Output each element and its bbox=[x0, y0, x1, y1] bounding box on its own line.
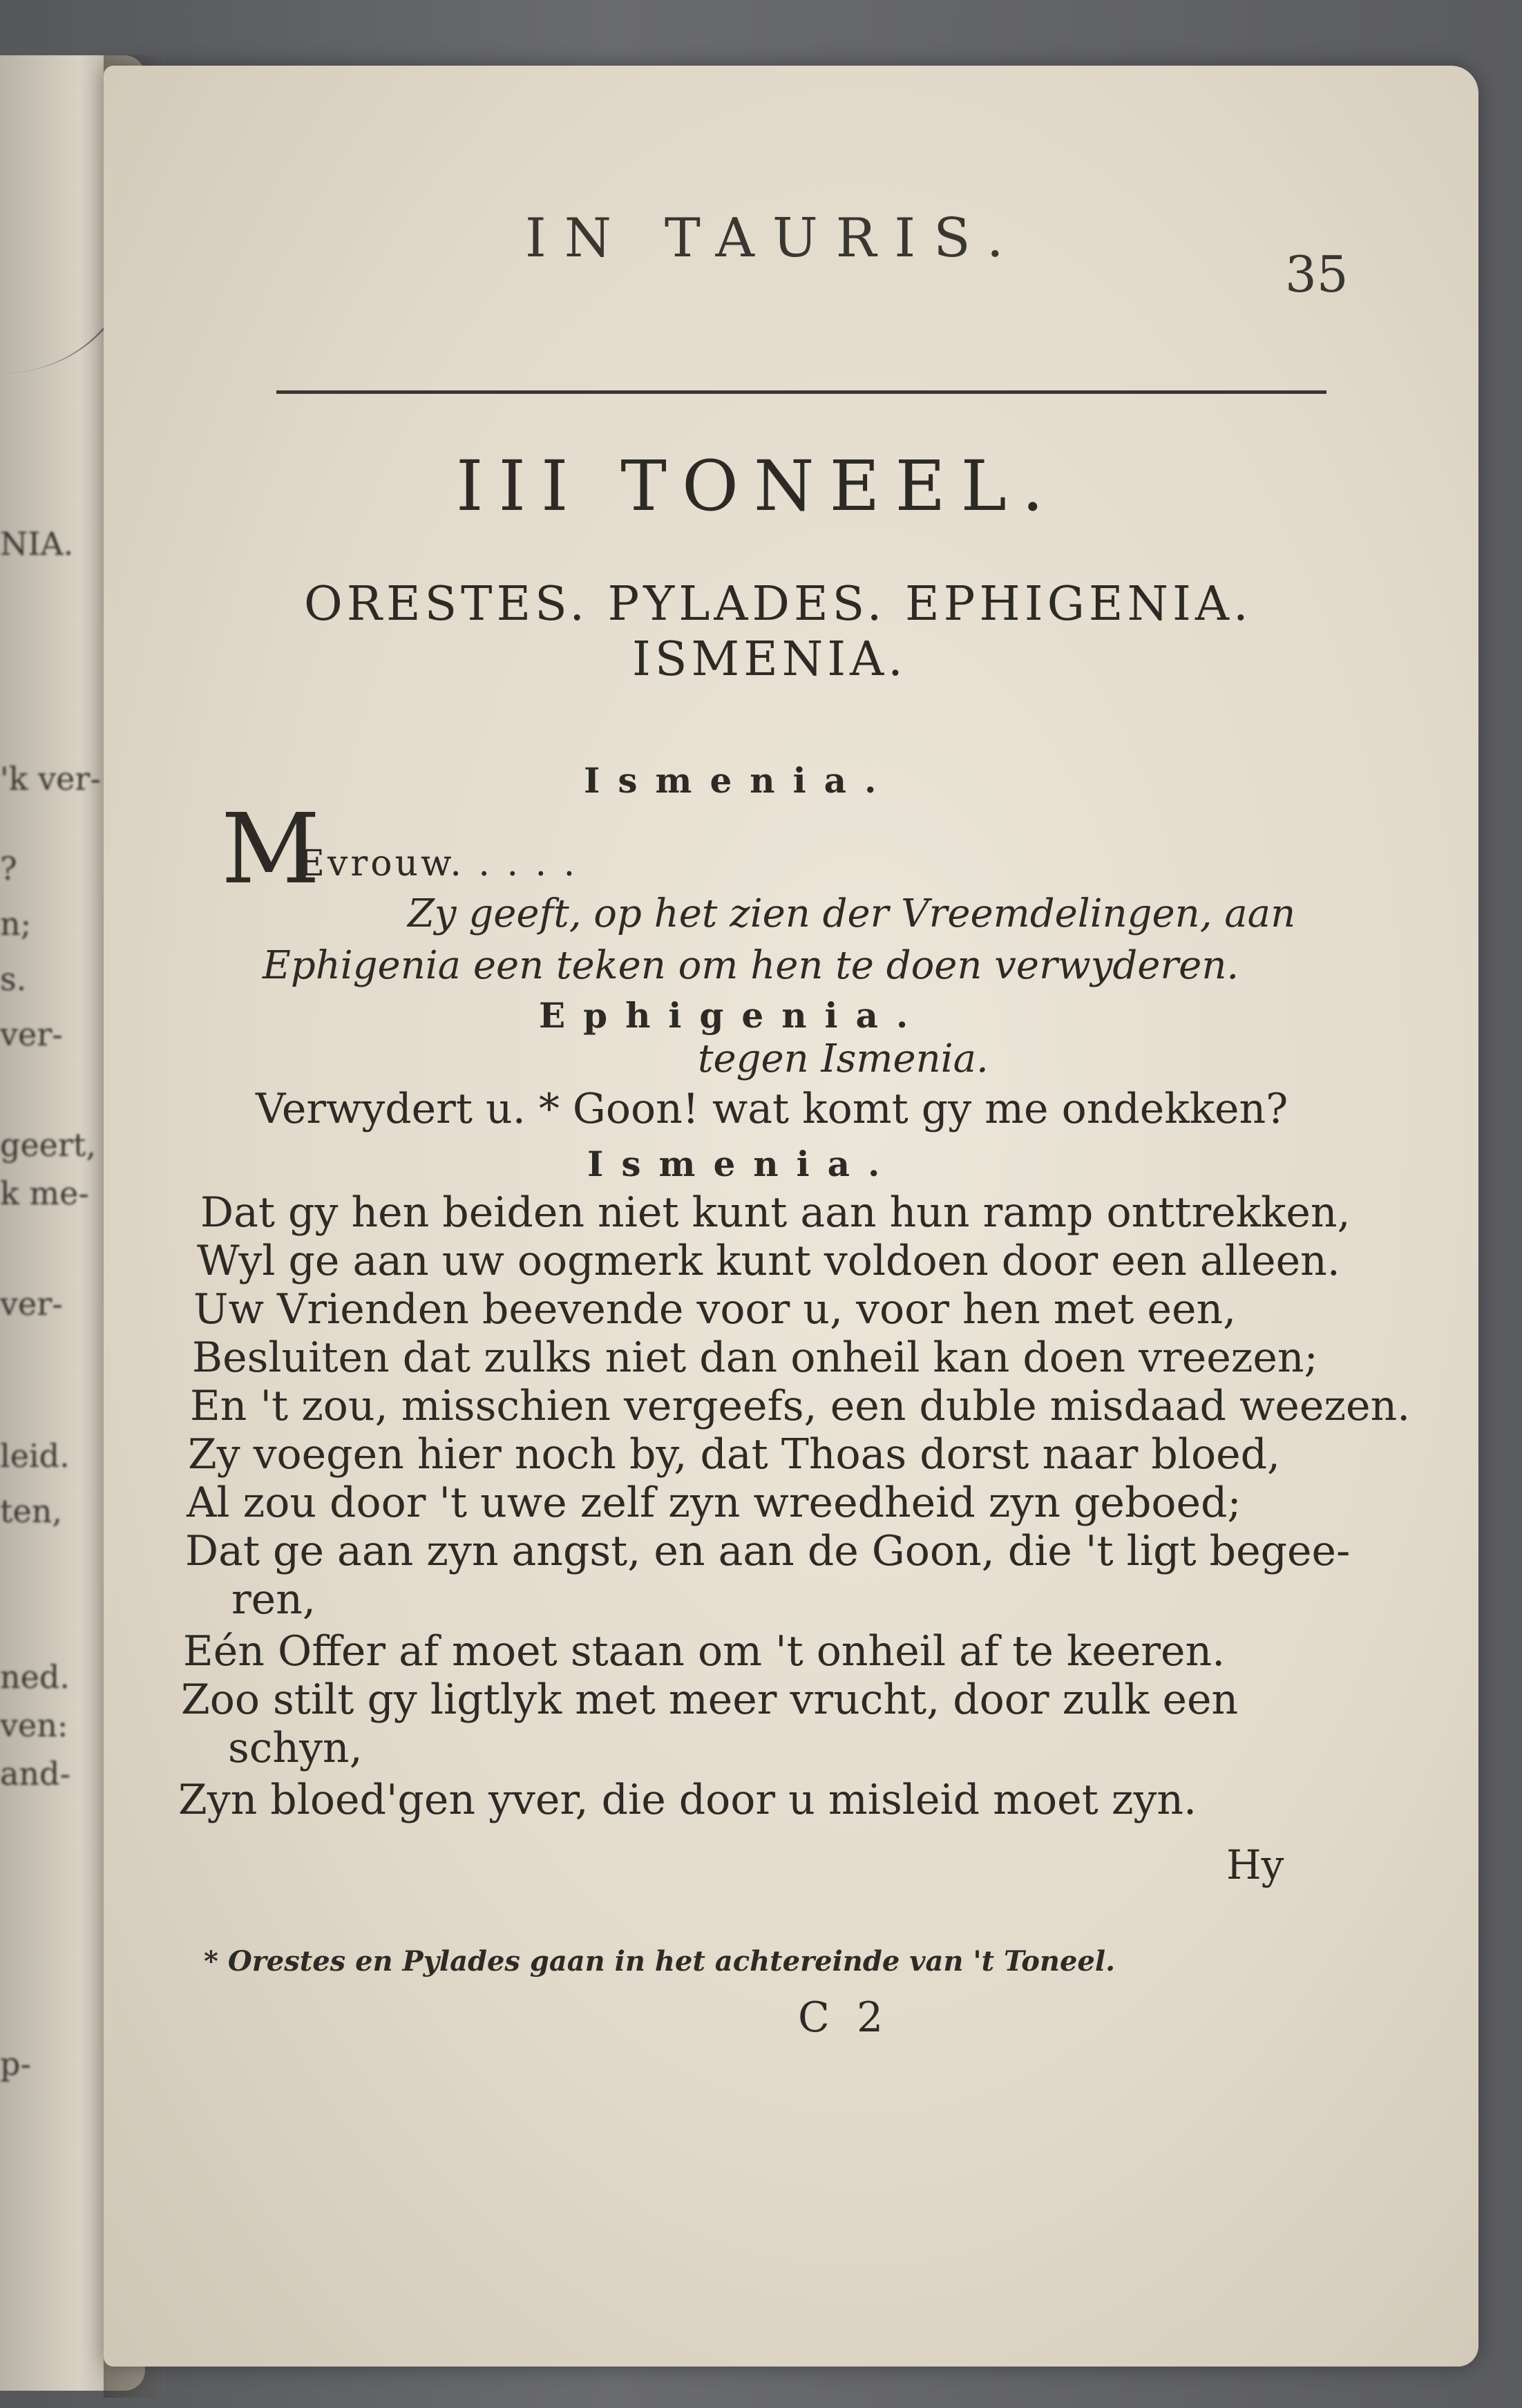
verse-line: En 't zou, misschien vergeefs, een duble misdaad weezen. bbox=[190, 1382, 1411, 1430]
verse-line: Zy voegen hier noch by, dat Thoas dorst naar bloed, bbox=[188, 1430, 1281, 1479]
verse-line: Dat ge aan zyn angst, en aan de Goon, die 't ligt begee- bbox=[185, 1527, 1351, 1575]
left-page-fragment: ver- bbox=[0, 1016, 63, 1053]
left-page-fragment: 'k ver- bbox=[0, 760, 101, 797]
catchword: Hy bbox=[1226, 1841, 1284, 1888]
scene-title: III TONEEL. bbox=[456, 446, 1059, 527]
verse-line: Zyn bloed'gen yver, die door u misleid moet zyn. bbox=[178, 1776, 1197, 1824]
verse-line: ren, bbox=[231, 1575, 316, 1624]
verse-line: Dat gy hen beiden niet kunt aan hun ramp onttrekken, bbox=[200, 1188, 1351, 1237]
left-page-fragment: NIA. bbox=[0, 525, 74, 562]
left-page-fragment: ? bbox=[0, 850, 17, 887]
speaker-name: Ismenia. bbox=[587, 1144, 898, 1184]
character-list-line: ORESTES. PYLADES. EPHIGENIA. bbox=[304, 577, 1253, 632]
left-page-fragment: k me- bbox=[0, 1175, 89, 1212]
signature-mark: C 2 bbox=[798, 1993, 891, 2042]
header-rule bbox=[276, 390, 1326, 394]
verse-line: Zoo stilt gy ligtlyk met meer vrucht, door zulk een bbox=[181, 1676, 1239, 1724]
footnote: * Orestes en Pylades gaan in het achtereinde van 't Toneel. bbox=[204, 1945, 1116, 1978]
left-page-fragment: p- bbox=[0, 2045, 31, 2083]
speaker-name: Ephigenia. bbox=[539, 995, 926, 1036]
left-page-fragment: and- bbox=[0, 1755, 71, 1792]
verse-line: schyn, bbox=[228, 1724, 363, 1772]
verse-line: Wyl ge aan uw oogmerk kunt voldoen door een alleen. bbox=[197, 1237, 1340, 1285]
page-number: 35 bbox=[1285, 245, 1349, 303]
stage-direction: Zy geeft, op het zien der Vreemdelingen, aan bbox=[408, 891, 1296, 936]
left-page-fragment: ven: bbox=[0, 1707, 68, 1744]
speech-line: Verwydert u. * Goon! wat komt gy me ondekken? bbox=[256, 1085, 1288, 1133]
verse-line: Eén Offer af moet staan om 't onheil af te keeren. bbox=[183, 1627, 1226, 1676]
verse-line: Besluiten dat zulks niet dan onheil kan doen vreezen; bbox=[192, 1334, 1318, 1382]
verse-line: Uw Vrienden beevende voor u, voor hen met een, bbox=[193, 1285, 1237, 1334]
speaker-name: Ismenia. bbox=[584, 760, 895, 801]
character-list-line: ISMENIA. bbox=[632, 632, 907, 687]
verse-line: Al zou door 't uwe zelf zyn wreedheid zyn geboed; bbox=[187, 1479, 1242, 1527]
opening-line: Evrouw. . . . . bbox=[298, 843, 578, 884]
left-page-fragment: ned. bbox=[0, 1658, 70, 1696]
left-page-fragment: s. bbox=[0, 960, 27, 998]
left-page-fragment: ten, bbox=[0, 1492, 62, 1530]
left-page-fragment: n; bbox=[0, 905, 32, 942]
left-page-fragment: ver- bbox=[0, 1285, 63, 1322]
stage-direction: tegen Ismenia. bbox=[698, 1036, 989, 1081]
left-page-fragment: leid. bbox=[0, 1437, 70, 1475]
left-page-fragment: geert, bbox=[0, 1126, 96, 1164]
drop-cap: M bbox=[221, 793, 321, 906]
running-head: IN TAURIS. bbox=[525, 207, 1022, 269]
stage-direction: Ephigenia een teken om hen te doen verwyderen. bbox=[263, 943, 1239, 988]
